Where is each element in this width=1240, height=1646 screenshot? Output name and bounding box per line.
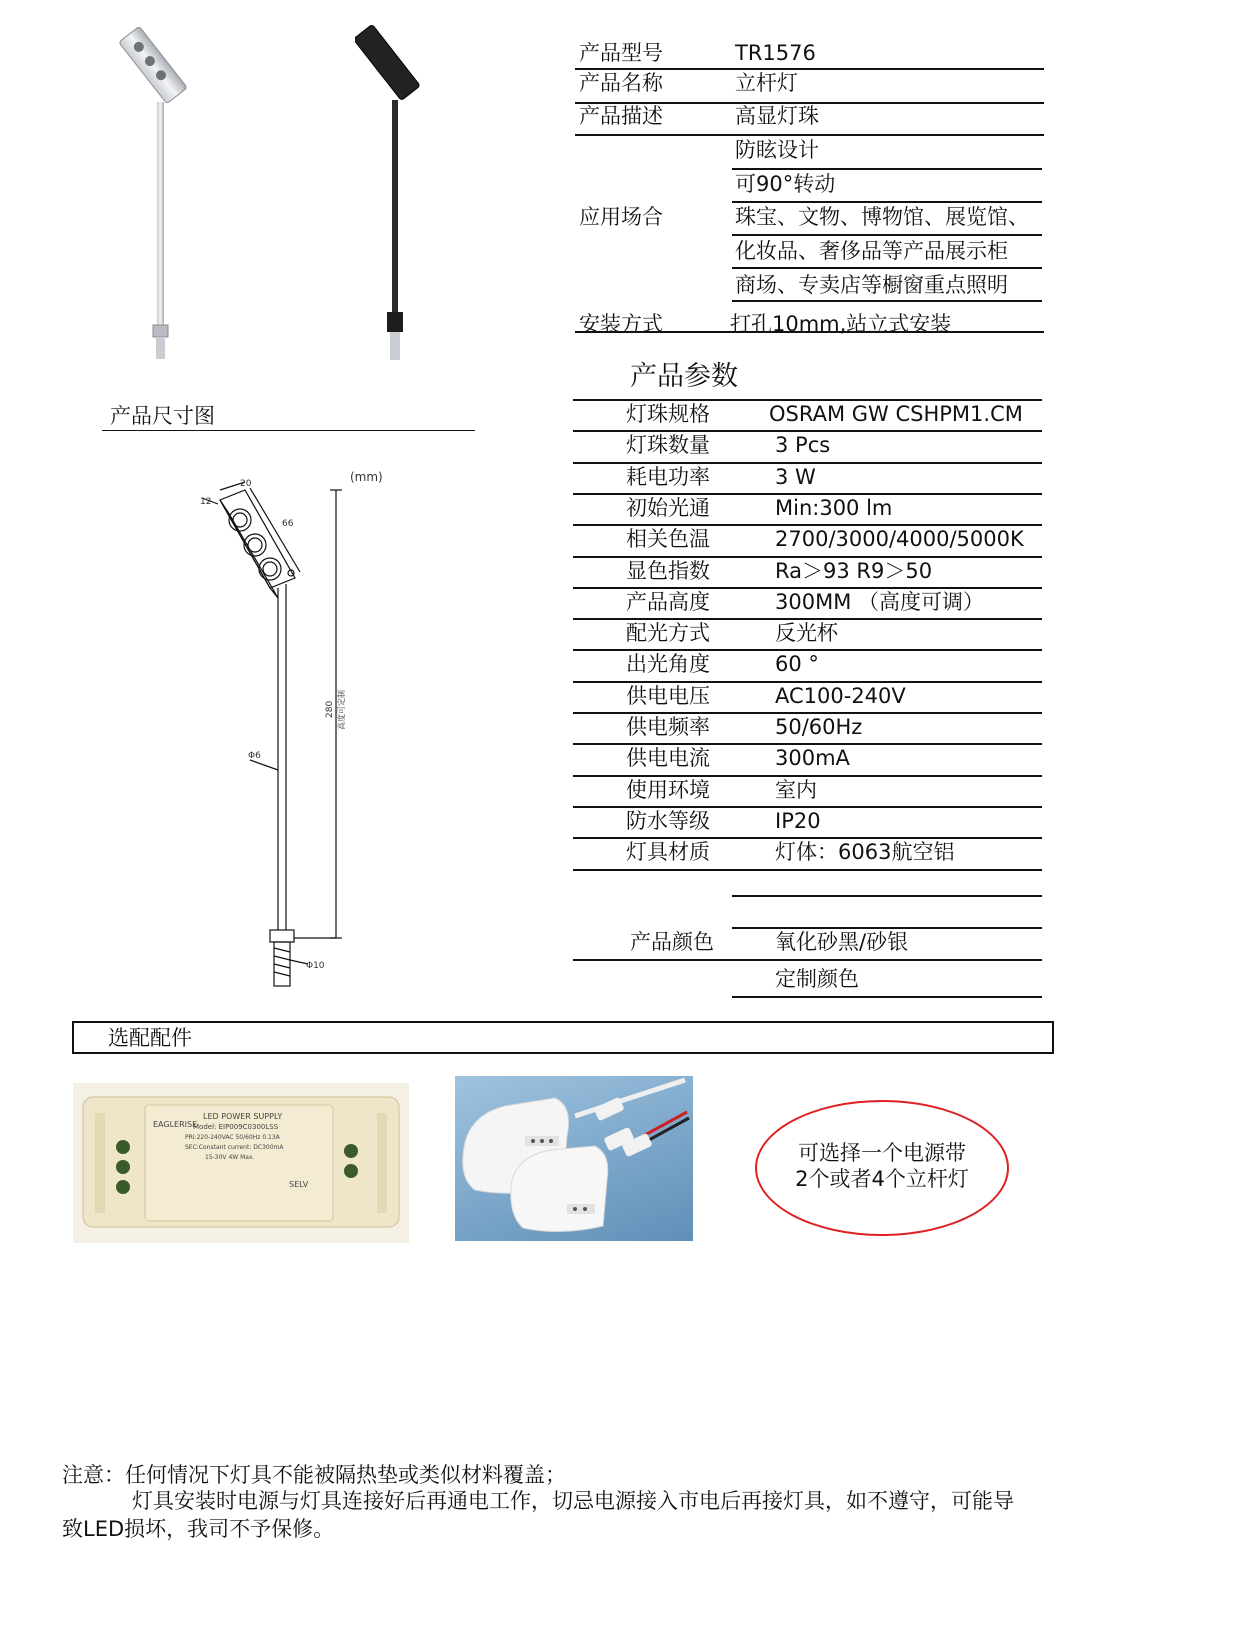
info-label: 应用场合 xyxy=(579,205,663,229)
params-title: 产品参数 xyxy=(630,361,738,392)
color-value-1: 氧化砂黑/砂银 xyxy=(775,930,909,954)
param-value: Ra＞93 R9＞50 xyxy=(775,558,933,583)
param-value: 300mA xyxy=(775,746,850,771)
param-value: 60 ° xyxy=(775,652,819,677)
product-photo-black xyxy=(355,20,445,365)
info-divider xyxy=(575,134,1044,136)
dimension-66: 66 xyxy=(282,519,294,529)
color-value-2: 定制颜色 xyxy=(775,967,859,991)
dimension-phi6: Φ6 xyxy=(248,751,261,761)
param-divider xyxy=(573,430,1042,432)
param-divider xyxy=(573,837,1042,839)
param-value: 300MM （高度可调） xyxy=(775,589,984,614)
note-line-3: 致LED损坏，我司不予保修。 xyxy=(62,1517,335,1541)
param-value: OSRAM GW CSHPM1.CM xyxy=(769,402,1023,426)
param-divider xyxy=(573,775,1042,777)
info-value: 立杆灯 xyxy=(735,71,798,95)
dimension-drawing xyxy=(190,460,400,1000)
info-value: 珠宝、文物、博物馆、展览馆、 xyxy=(735,205,1029,229)
power-supply-photo xyxy=(73,1083,409,1243)
param-value: 3 Pcs xyxy=(775,433,831,458)
accessories-bar xyxy=(72,1021,1054,1054)
info-value: TR1576 xyxy=(735,41,816,65)
dimension-280: 280 xyxy=(325,700,335,718)
param-label: 配光方式 xyxy=(626,621,710,646)
param-divider xyxy=(573,587,1042,589)
dimension-20: 20 xyxy=(240,479,252,489)
param-value: 灯体：6063航空铝 xyxy=(775,840,955,865)
psu-title: LED POWER SUPPLY xyxy=(203,1112,283,1121)
color-divider xyxy=(573,959,1042,961)
dimension-unit: (mm) xyxy=(350,470,383,484)
note-line-1: 注意：任何情况下灯具不能被隔热垫或类似材料覆盖； xyxy=(62,1463,566,1487)
param-label: 供电电压 xyxy=(626,683,710,708)
param-divider xyxy=(573,524,1042,526)
info-value: 商场、专卖店等橱窗重点照明 xyxy=(735,273,1008,297)
param-value: 2700/3000/4000/5000K xyxy=(775,527,1024,552)
dimension-12: 12 xyxy=(200,497,212,507)
param-value: 反光杯 xyxy=(775,621,838,646)
callout-line-1: 可选择一个电源带 xyxy=(798,1141,966,1165)
dimension-phi10: Φ10 xyxy=(306,961,325,971)
color-label: 产品颜色 xyxy=(630,930,714,954)
callout-line-2: 2个或者4个立杆灯 xyxy=(795,1167,969,1191)
param-label: 耗电功率 xyxy=(626,464,710,489)
info-value: 防眩设计 xyxy=(735,138,819,162)
info-divider xyxy=(575,331,1044,333)
psu-pri: PRI:220-240VAC 50/60Hz 0.13A xyxy=(185,1134,280,1141)
info-divider xyxy=(575,68,1044,70)
info-divider xyxy=(732,300,1042,302)
param-value: IP20 xyxy=(775,808,821,833)
param-label: 显色指数 xyxy=(626,558,710,583)
param-label: 供电电流 xyxy=(626,746,710,771)
info-divider xyxy=(732,234,1042,236)
info-value: 可90°转动 xyxy=(735,172,836,196)
psu-selv: SELV xyxy=(289,1180,309,1189)
param-divider xyxy=(573,493,1042,495)
info-divider xyxy=(732,201,1042,203)
psu-brand: EAGLERISE xyxy=(153,1120,198,1129)
param-label: 初始光通 xyxy=(626,495,710,520)
psu-rating: 15-30V 4W Max. xyxy=(205,1154,255,1161)
param-label: 使用环境 xyxy=(626,777,710,802)
param-value: Min:300 lm xyxy=(775,495,893,520)
dimension-title: 产品尺寸图 xyxy=(110,404,215,428)
psu-sec: SEC:Constant current: DC300mA xyxy=(185,1144,284,1151)
param-divider xyxy=(573,743,1042,745)
info-divider xyxy=(732,267,1042,269)
info-divider xyxy=(575,102,1044,104)
param-divider xyxy=(573,806,1042,808)
param-value: AC100-240V xyxy=(775,683,906,708)
param-label: 供电频率 xyxy=(626,715,710,739)
param-divider xyxy=(573,399,1042,401)
param-divider xyxy=(573,618,1042,620)
param-label: 产品高度 xyxy=(626,589,710,614)
info-label: 产品型号 xyxy=(579,41,663,65)
dimension-title-underline xyxy=(102,430,475,431)
param-label: 防水等级 xyxy=(626,808,710,833)
param-value: 50/60Hz xyxy=(775,715,863,739)
param-label: 灯具材质 xyxy=(626,840,710,865)
info-value: 高显灯珠 xyxy=(735,104,819,128)
color-divider xyxy=(732,927,1042,929)
info-label: 产品名称 xyxy=(579,71,663,95)
param-value: 3 W xyxy=(775,464,816,489)
accessories-title: 选配配件 xyxy=(108,1026,192,1050)
param-label: 灯珠规格 xyxy=(626,402,710,426)
info-value: 化妆品、奢侈品等产品展示柜 xyxy=(735,239,1008,263)
info-label: 产品描述 xyxy=(579,104,663,128)
note-line-2: 灯具安装时电源与灯具连接好后再通电工作，切忌电源接入市电后再接灯具，如不遵守，可能导 xyxy=(132,1489,1014,1513)
param-divider xyxy=(573,681,1042,683)
psu-model: Model: EIP009C0300LSS xyxy=(193,1123,279,1131)
param-label: 相关色温 xyxy=(626,527,710,552)
param-label: 出光角度 xyxy=(626,652,710,677)
info-divider xyxy=(732,168,1042,170)
param-divider xyxy=(573,712,1042,714)
param-label: 灯珠数量 xyxy=(626,433,710,458)
info-label: 安装方式 xyxy=(579,312,663,336)
product-photo-silver xyxy=(118,20,208,365)
callout-text xyxy=(755,1140,1009,1192)
param-divider xyxy=(573,869,1042,871)
info-value: 打孔10mm,站立式安装 xyxy=(730,312,952,336)
param-value: 室内 xyxy=(775,777,817,802)
dimension-280-note: 高度可定制 xyxy=(337,690,346,730)
param-divider xyxy=(573,462,1042,464)
color-divider xyxy=(732,895,1042,897)
color-divider xyxy=(732,996,1042,998)
param-divider xyxy=(573,649,1042,651)
connector-photo xyxy=(455,1076,693,1241)
param-divider xyxy=(573,556,1042,558)
